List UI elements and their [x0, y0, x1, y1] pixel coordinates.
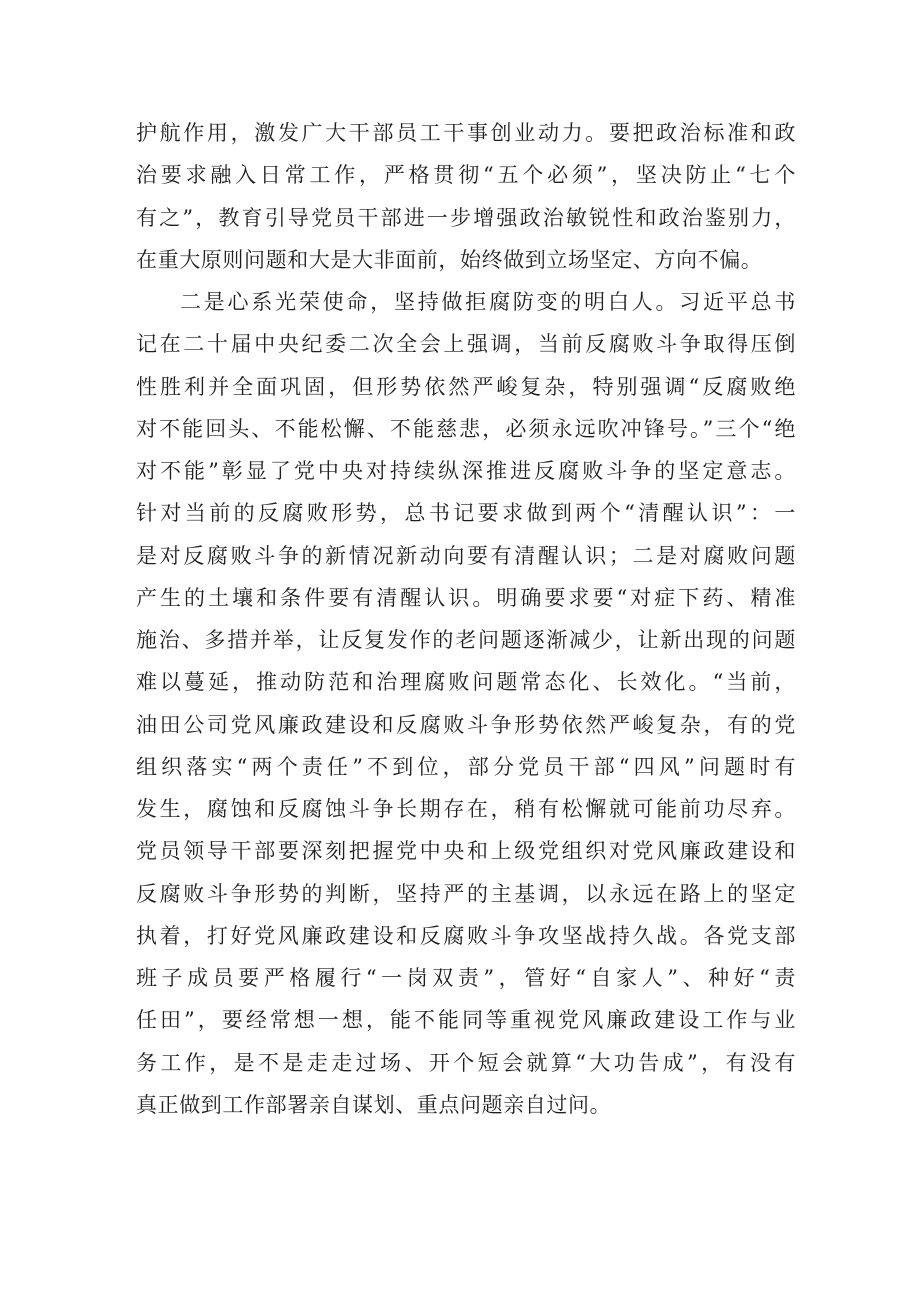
text-line: 产生的土壤和条件要有清醒认识。明确要求要“对症下药、精准	[136, 585, 796, 610]
text-line: 性胜利并全面巩固，但形势依然严峻复杂，特别强调“反腐败绝	[136, 374, 796, 399]
paragraph-first-line: 二是心系光荣使命，坚持做拒腐防变的明白人。习近平总书	[180, 290, 796, 314]
text-line: 护航作用，激发广大干部员工干事创业动力。要把政治标准和政	[136, 121, 796, 145]
text-line: 务工作，是不是走走过场、开个短会就算“大功告成”，有没有	[136, 1050, 796, 1075]
body-text	[136, 112, 796, 1126]
text-line: 反腐败斗争形势的判断，坚持严的主基调，以永远在路上的坚定	[136, 881, 796, 906]
text-line: 难以蔓延，推动防范和治理腐败问题常态化、长效化。“当前，	[136, 670, 796, 695]
text-line: 执着，打好党风廉政建设和反腐败斗争攻坚战持久战。各党支部	[136, 923, 796, 948]
text-line: 真正做到工作部署亲自谋划、重点问题亲自过问。	[136, 1092, 612, 1117]
text-line: 对不能回头、不能松懈、不能慈悲，必须永远吹冲锋号。”三个“绝	[136, 416, 796, 441]
text-line: 针对当前的反腐败形势，总书记要求做到两个“清醒认识”：一	[136, 501, 796, 526]
text-line: 对不能”彰显了党中央对持续纵深推进反腐败斗争的坚定意志。	[136, 459, 796, 483]
text-line: 发生，腐蚀和反腐蚀斗争长期存在，稍有松懈就可能前功尽弃。	[136, 797, 796, 821]
text-line: 治要求融入日常工作，严格贯彻“五个必须”，坚决防止“七个	[136, 163, 796, 188]
text-line: 党员领导干部要深刻把握党中央和上级党组织对党风廉政建设和	[136, 839, 796, 864]
text-line: 组织落实“两个责任”不到位，部分党员干部“四风”问题时有	[136, 754, 796, 779]
text-line: 在重大原则问题和大是大非面前，始终做到立场坚定、方向不偏。	[136, 247, 763, 272]
text-line: 施治、多措并举，让反复发作的老问题逐渐减少，让新出现的问题	[136, 628, 796, 652]
text-line: 油田公司党风廉政建设和反腐败斗争形势依然严峻复杂，有的党	[136, 712, 796, 737]
text-line: 有之”，教育引导党员干部进一步增强政治敏锐性和政治鉴别力，	[136, 205, 796, 230]
text-line: 任田”，要经常想一想，能不能同等重视党风廉政建设工作与业	[136, 1008, 796, 1033]
text-line: 班子成员要严格履行“一岗双责”，管好“自家人”、种好“责	[136, 966, 796, 990]
text-line: 是对反腐败斗争的新情况新动向要有清醒认识；二是对腐败问题	[136, 543, 796, 568]
text-line: 记在二十届中央纪委二次全会上强调，当前反腐败斗争取得压倒	[136, 332, 796, 357]
